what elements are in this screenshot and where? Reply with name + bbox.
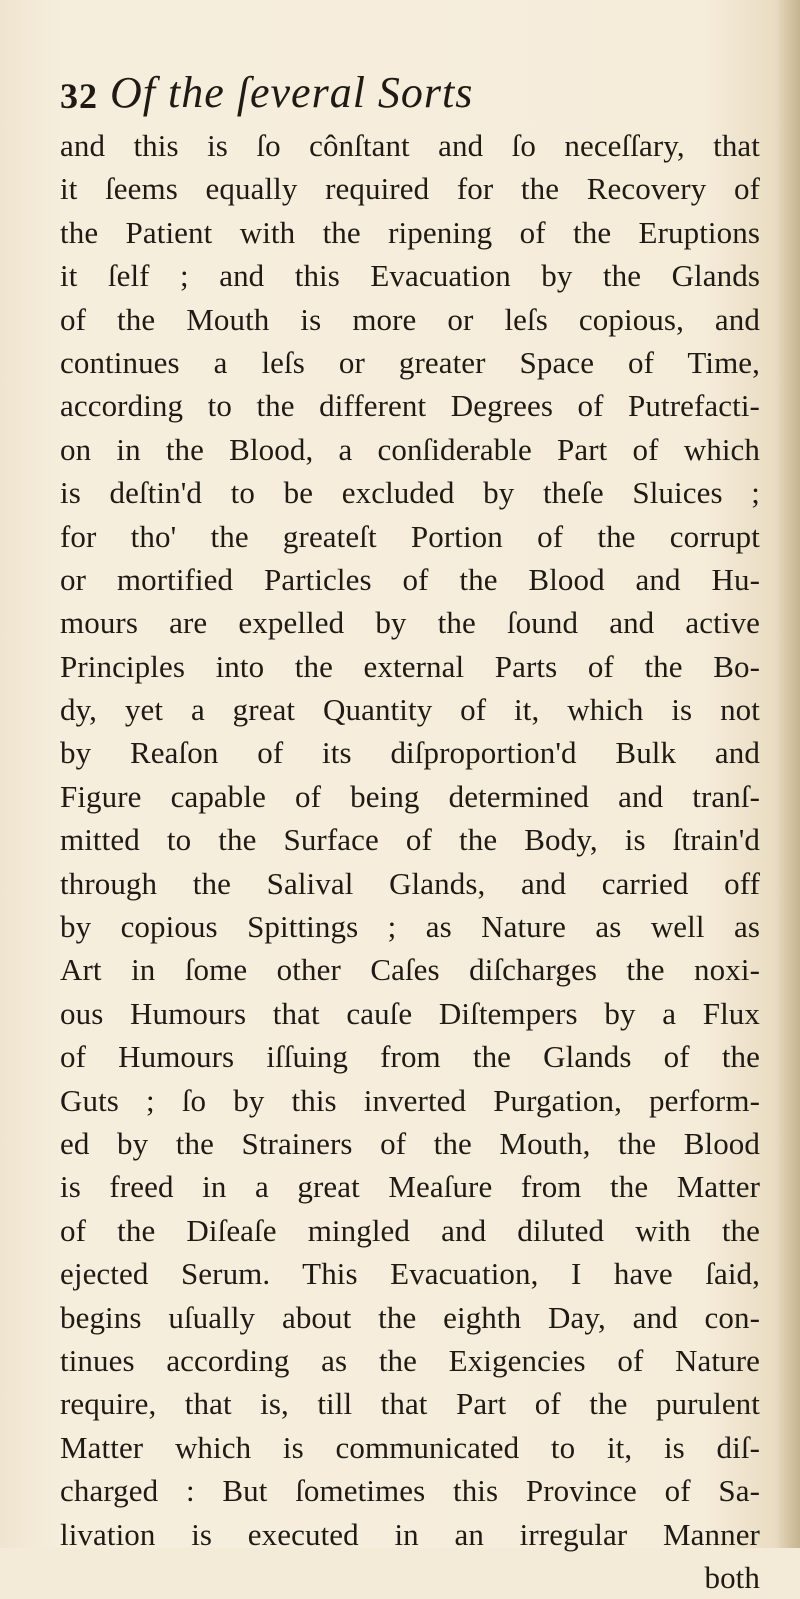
- text-line: charged : But ſometimes this Province of Sa-: [60, 1473, 760, 1509]
- text-line: according to the different Degrees of Putrefacti-: [60, 388, 760, 424]
- text-line: by copious Spittings ; as Nature as well as: [60, 909, 760, 945]
- text-line: Figure capable of being determined and tranſ-: [60, 778, 760, 814]
- text-line: or mortified Particles of the Blood and Hu-: [60, 561, 760, 597]
- text-line: mours are expelled by the ſound and active: [60, 605, 760, 641]
- catchword: both: [704, 1559, 760, 1595]
- text-line: and this is ſo cônſtant and ſo neceſſary, that: [60, 128, 760, 163]
- text-line: require, that is, till that Part of the purulent: [60, 1386, 760, 1422]
- text-line: mitted to the Surface of the Body, is ſtrain'd: [60, 822, 760, 858]
- text-line: it ſeems equally required for the Recovery of: [60, 171, 760, 207]
- text-line: on in the Blood, a conſiderable Part of which: [60, 431, 760, 467]
- text-line: is freed in a great Meaſure from the Matter: [60, 1169, 760, 1205]
- text-line: dy, yet a great Quantity of it, which is not: [60, 692, 760, 728]
- body-text: [60, 124, 760, 1599]
- text-line: ejected Serum. This Evacuation, I have ſaid,: [60, 1256, 760, 1292]
- text-line: livation is executed in an irregular Manner: [60, 1516, 760, 1552]
- running-title: Of the ſeveral Sorts: [110, 68, 474, 117]
- text-line: of the Diſeaſe mingled and diluted with the: [60, 1212, 760, 1248]
- text-line: by Reaſon of its diſproportion'd Bulk and: [60, 735, 760, 771]
- text-line: Art in ſome other Caſes diſcharges the noxi-: [60, 952, 760, 988]
- text-line: of Humours iſſuing from the Glands of the: [60, 1039, 760, 1075]
- text-line: through the Salival Glands, and carried off: [60, 865, 760, 901]
- text-line: Matter which is communicated to it, is diſ-: [60, 1429, 760, 1465]
- page-number: 32: [60, 76, 98, 116]
- text-line: tinues according as the Exigencies of Nature: [60, 1342, 760, 1378]
- text-line: Principles into the external Parts of the Bo-: [60, 648, 760, 684]
- text-line: is deſtin'd to be excluded by theſe Sluices ;: [60, 475, 760, 511]
- text-line: begins uſually about the eighth Day, and con-: [60, 1299, 760, 1335]
- page-header: [60, 62, 760, 122]
- text-line: the Patient with the ripening of the Eruptions: [60, 214, 760, 250]
- text-line: for tho' the greateſt Portion of the corrupt: [60, 518, 760, 554]
- text-line: continues a leſs or greater Space of Time,: [60, 344, 760, 380]
- text-line: ous Humours that cauſe Diſtempers by a Flux: [60, 995, 760, 1031]
- text-line: ed by the Strainers of the Mouth, the Blood: [60, 1125, 760, 1161]
- text-line: of the Mouth is more or leſs copious, and: [60, 301, 760, 337]
- text-line: it ſelf ; and this Evacuation by the Glands: [60, 258, 760, 294]
- text-line: Guts ; ſo by this inverted Purgation, perform-: [60, 1082, 760, 1118]
